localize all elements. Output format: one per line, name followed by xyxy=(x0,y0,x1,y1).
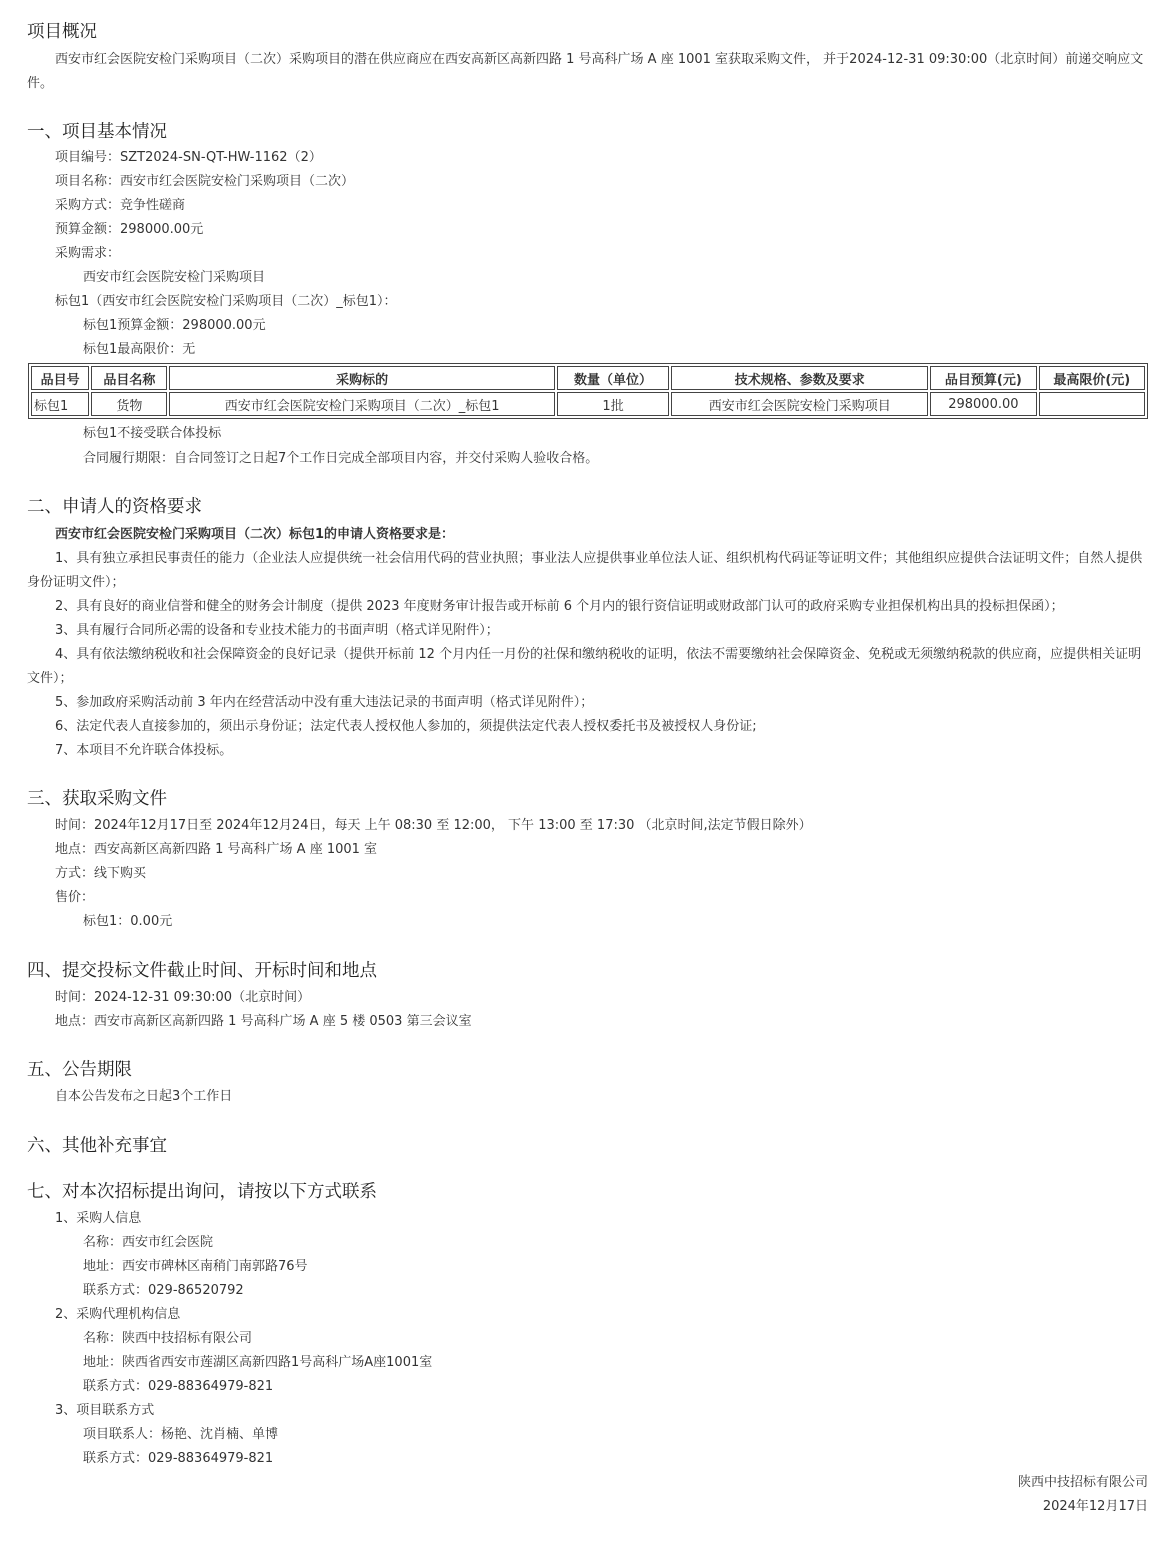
table-header-row xyxy=(31,366,1145,390)
lot1-max-price: 标包1最高限价：无 xyxy=(83,342,196,357)
section-3-title: 三、获取采购文件 xyxy=(27,789,167,809)
table-header-cell: 品目名称 xyxy=(91,366,167,390)
requirement-1: 1、具有独立承担民事责任的能力（企业法人应提供统一社会信用代码的营业执照；事业法人应提供事业单位法人证、组织机构代码证等证明文件；其他组织应提供合法证明文件；自然人提供身份证明文件）； xyxy=(27,551,1143,590)
overview-title: 项目概况 xyxy=(27,22,97,42)
contract-period: 合同履行期限：自合同签订之日起7个工作日完成全部项目内容，并交付采购人验收合格。 xyxy=(83,451,599,466)
obtain-place: 地点：西安高新区高新四路 1 号高科广场 A 座 1001 室 xyxy=(55,842,378,857)
notice-period: 自本公告发布之日起3个工作日 xyxy=(55,1089,233,1104)
demand-label: 采购需求： xyxy=(55,246,121,261)
requirement-6: 6、法定代表人直接参加的，须出示身份证；法定代表人授权他人参加的，须提供法定代表人授权委托书及被授权人身份证; xyxy=(55,719,757,734)
price-lot1: 标包1：0.00元 xyxy=(83,914,173,929)
obtain-time: 时间：2024年12月17日至 2024年12月24日，每天 上午 08:30 至 12:00， 下午 13:00 至 17:30 （北京时间,法定节假日除外） xyxy=(55,818,812,833)
section-1-title: 一、项目基本情况 xyxy=(27,122,167,142)
contact-label: 3、项目联系方式 xyxy=(55,1403,155,1418)
qualification-subtitle: 西安市红会医院安检门采购项目（二次）标包1的申请人资格要求是： xyxy=(55,527,455,542)
buyer-phone: 联系方式：029-86520792 xyxy=(83,1283,244,1298)
agent-name: 名称：陕西中技招标有限公司 xyxy=(83,1331,253,1346)
section-2-title: 二、申请人的资格要求 xyxy=(27,497,202,517)
table-row xyxy=(31,392,1145,416)
buyer-info-label: 1、采购人信息 xyxy=(55,1211,142,1226)
overview-text: 西安市红会医院安检门采购项目（二次）采购项目的潜在供应商应在西安高新区高新四路 1 号高科广场 A 座 1001 室获取采购文件， 并于2024-12-31 09:30:00（北京时间）前递交响应文件。 xyxy=(27,52,1144,91)
contact-phone: 联系方式：029-88364979-821 xyxy=(83,1451,274,1466)
obtain-way: 方式：线下购买 xyxy=(55,866,147,881)
table-cell: 西安市红会医院安检门采购项目（二次）_标包1 xyxy=(169,392,554,416)
section-6-title: 六、其他补充事宜 xyxy=(27,1136,167,1156)
budget-amount: 预算金额：298000.00元 xyxy=(55,222,204,237)
requirement-5: 5、参加政府采购活动前 3 年内在经营活动中没有重大违法记录的书面声明（格式详见附件）； xyxy=(55,695,594,710)
agent-info-label: 2、采购代理机构信息 xyxy=(55,1307,181,1322)
items-table xyxy=(28,363,1148,419)
project-number: 项目编号：SZT2024-SN-QT-HW-1162（2） xyxy=(55,150,322,165)
table-header-cell: 品目号 xyxy=(31,366,89,390)
table-header-cell: 最高限价(元) xyxy=(1039,366,1145,390)
buyer-address: 地址：西安市碑林区南稍门南郭路76号 xyxy=(83,1259,308,1274)
procurement-method: 采购方式：竞争性磋商 xyxy=(55,198,186,213)
no-consortium-note: 标包1不接受联合体投标 xyxy=(83,426,222,441)
table-cell: 298000.00 xyxy=(930,392,1036,416)
deadline-time: 时间：2024-12-31 09:30:00（北京时间） xyxy=(55,990,311,1005)
requirement-2: 2、具有良好的商业信誉和健全的财务会计制度（提供 2023 年度财务审计报告或开标前 6 个月内的银行资信证明或财政部门认可的政府采购专业担保机构出具的投标担保函）； xyxy=(55,599,1064,614)
table-cell: 西安市红会医院安检门采购项目 xyxy=(671,392,928,416)
deadline-place: 地点：西安市高新区高新四路 1 号高科广场 A 座 5 楼 0503 第三会议室 xyxy=(55,1014,472,1029)
table-header-cell: 采购标的 xyxy=(169,366,554,390)
lot1-budget: 标包1预算金额：298000.00元 xyxy=(83,318,266,333)
requirement-4: 4、具有依法缴纳税收和社会保障资金的良好记录（提供开标前 12 个月内任一月份的社保和缴纳税收的证明，依法不需要缴纳社会保障资金、免税或无须缴纳税款的供应商，应提供相关证明文件）； xyxy=(27,647,1142,686)
agent-phone: 联系方式：029-88364979-821 xyxy=(83,1379,274,1394)
section-5-title: 五、公告期限 xyxy=(27,1060,132,1080)
price-label: 售价： xyxy=(55,890,95,905)
requirement-3: 3、具有履行合同所必需的设备和专业技术能力的书面声明（格式详见附件）； xyxy=(55,623,499,638)
demand-text: 西安市红会医院安检门采购项目 xyxy=(83,270,266,285)
table-cell: 货物 xyxy=(91,392,167,416)
table-cell: 1批 xyxy=(557,392,669,416)
table-cell: 标包1 xyxy=(31,392,89,416)
table-header-cell: 技术规格、参数及要求 xyxy=(671,366,928,390)
footer-organization: 陕西中技招标有限公司 xyxy=(1017,1475,1148,1490)
footer-date: 2024年12月17日 xyxy=(1042,1499,1148,1514)
table-cell xyxy=(1039,392,1145,416)
section-4-title: 四、提交投标文件截止时间、开标时间和地点 xyxy=(27,961,377,981)
section-7-title: 七、对本次招标提出询问，请按以下方式联系 xyxy=(27,1182,377,1202)
table-header-cell: 品目预算(元) xyxy=(930,366,1036,390)
buyer-name: 名称：西安市红会医院 xyxy=(83,1235,214,1250)
table-header-cell: 数量（单位） xyxy=(557,366,669,390)
lot1-title: 标包1（西安市红会医院安检门采购项目（二次）_标包1）： xyxy=(55,294,397,309)
project-name: 项目名称：西安市红会医院安检门采购项目（二次） xyxy=(55,174,355,189)
contact-people: 项目联系人：杨艳、沈肖楠、单博 xyxy=(83,1427,279,1442)
requirement-7: 7、本项目不允许联合体投标。 xyxy=(55,743,233,758)
agent-address: 地址：陕西省西安市莲湖区高新四路1号高科广场A座1001室 xyxy=(83,1355,433,1370)
